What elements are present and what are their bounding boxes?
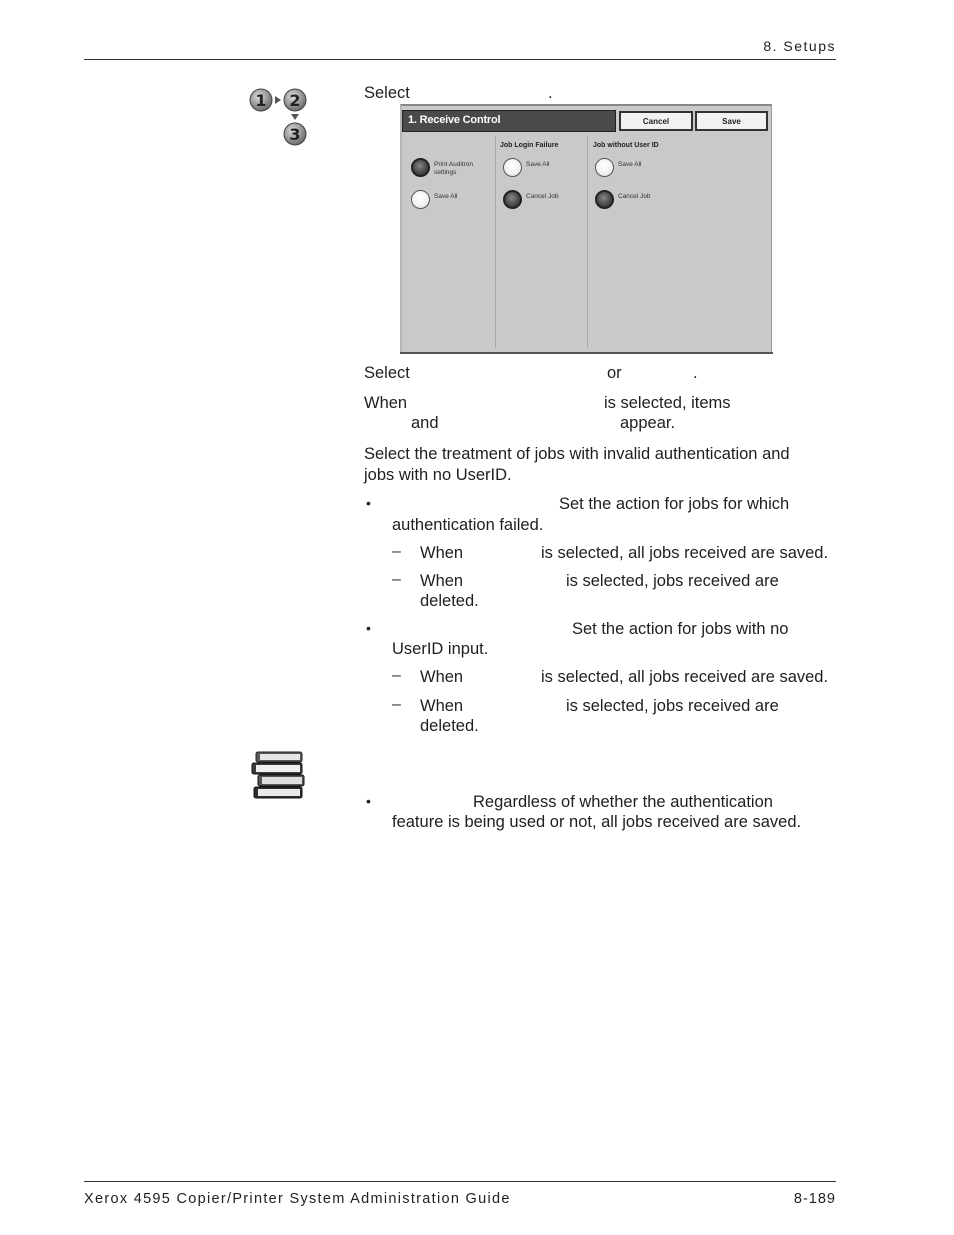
login-failure-cancel-job-radio[interactable] bbox=[503, 190, 522, 209]
appear-text: appear. bbox=[620, 414, 676, 432]
sub-bullet-text: deleted. bbox=[420, 717, 479, 735]
or-text: or bbox=[607, 364, 622, 382]
no-user-id-cancel-job-label: Cancel Job bbox=[618, 193, 651, 200]
section-header: 8. Setups bbox=[763, 38, 836, 54]
receive-control-screen bbox=[400, 104, 772, 354]
period: . bbox=[548, 84, 553, 102]
sub-bullet-text: is selected, all jobs received are saved. bbox=[541, 668, 829, 686]
guide-title: Xerox 4595 Copier/Printer System Administration Guide bbox=[84, 1191, 511, 1207]
page-number: 8-189 bbox=[793, 1191, 836, 1207]
svg-text:1: 1 bbox=[255, 91, 267, 110]
svg-text:3: 3 bbox=[289, 125, 301, 144]
no-user-id-save-all-label: Save All bbox=[618, 161, 642, 168]
header-rule bbox=[84, 59, 836, 60]
note-text: Regardless of whether the authentication bbox=[473, 793, 773, 811]
save-button[interactable]: Save bbox=[695, 111, 768, 131]
sub-bullet-text: When bbox=[420, 544, 464, 562]
note-text: feature is being used or not, all jobs received are saved. bbox=[392, 813, 802, 831]
sub-bullet-text: deleted. bbox=[420, 592, 479, 610]
column-divider bbox=[587, 136, 588, 348]
job-without-user-id-heading: Job without User ID bbox=[593, 142, 659, 149]
footer-rule bbox=[84, 1181, 836, 1182]
select-text: Select bbox=[364, 364, 410, 382]
and-text: and bbox=[411, 414, 439, 432]
svg-text:2: 2 bbox=[289, 91, 301, 110]
login-failure-cancel-job-label: Cancel Job bbox=[526, 193, 559, 200]
books-icon bbox=[250, 750, 308, 800]
print-auditron-radio[interactable] bbox=[411, 158, 430, 177]
sub-bullet-text: is selected, all jobs received are saved. bbox=[541, 544, 829, 562]
sub-bullet-text: is selected, jobs received are bbox=[566, 572, 779, 590]
save-all-radio[interactable] bbox=[411, 190, 430, 209]
login-failure-save-all-label: Save All bbox=[526, 161, 550, 168]
sub-bullet-text: When bbox=[420, 572, 464, 590]
no-user-id-save-all-radio[interactable] bbox=[595, 158, 614, 177]
sub-bullet-text: is selected, jobs received are bbox=[566, 697, 779, 715]
bullet-text: Set the action for jobs for which bbox=[559, 495, 790, 513]
login-failure-save-all-radio[interactable] bbox=[503, 158, 522, 177]
save-all-label: Save All bbox=[434, 193, 458, 200]
steps-icon bbox=[248, 86, 310, 148]
bullet-text: UserID input. bbox=[392, 640, 489, 658]
when-text: is selected, items bbox=[604, 394, 731, 412]
select-text: Select bbox=[364, 84, 410, 102]
cancel-button[interactable]: Cancel bbox=[619, 111, 693, 131]
bullet-text: Set the action for jobs with no bbox=[572, 620, 789, 638]
job-login-failure-heading: Job Login Failure bbox=[500, 142, 559, 149]
no-user-id-cancel-job-radio[interactable] bbox=[595, 190, 614, 209]
print-auditron-label: Print Auditron settings bbox=[434, 161, 474, 176]
sub-bullet-text: When bbox=[420, 668, 464, 686]
screen-title: 1. Receive Control bbox=[408, 114, 501, 126]
screen-bottom-edge bbox=[400, 352, 773, 354]
paragraph: Select the treatment of jobs with invalid authentication and bbox=[364, 445, 790, 463]
column-divider bbox=[495, 136, 496, 348]
paragraph: jobs with no UserID. bbox=[364, 466, 512, 484]
when-text: When bbox=[364, 394, 408, 412]
sub-bullet-text: When bbox=[420, 697, 464, 715]
bullet-text: authentication failed. bbox=[392, 516, 544, 534]
period: . bbox=[693, 364, 698, 382]
